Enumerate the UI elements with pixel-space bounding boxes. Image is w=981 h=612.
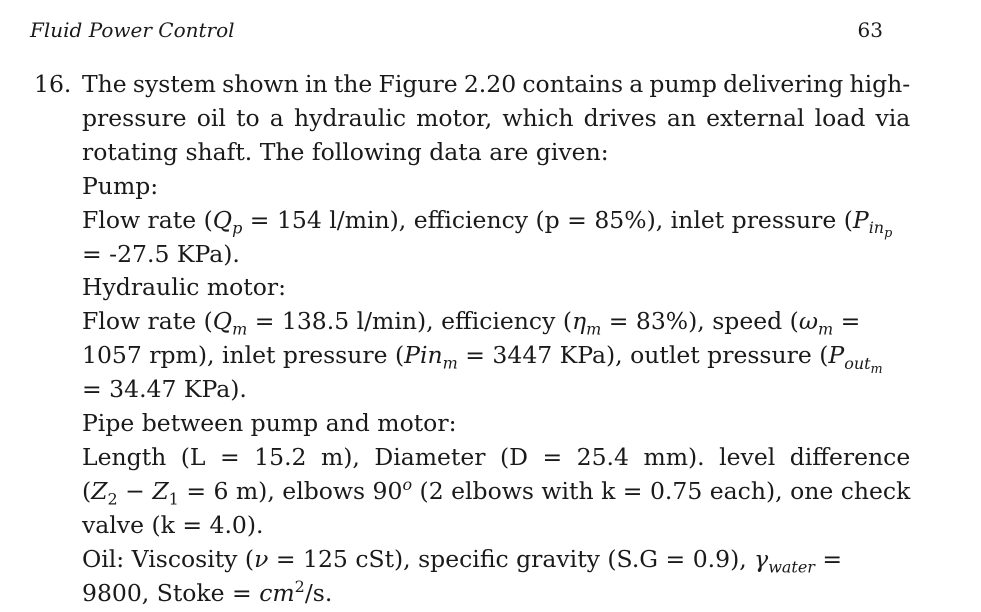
math-subscript: m xyxy=(818,320,834,340)
pipe-line-2 xyxy=(82,475,910,509)
math-subscript: m xyxy=(232,320,248,340)
math-symbol: Q xyxy=(212,205,233,234)
pipe-line-3: valve (k = 4.0). xyxy=(82,510,264,539)
text-run: Oil: Viscosity ( xyxy=(82,544,255,573)
word: external xyxy=(706,103,805,132)
word: 2.20 xyxy=(463,70,517,98)
math-superscript: o xyxy=(402,475,413,495)
word: level xyxy=(719,442,776,471)
math-sub-subscript: p xyxy=(884,226,893,242)
word: = xyxy=(220,442,240,471)
text-run: 9800, Stoke = xyxy=(82,578,260,607)
math-subscript-text: out xyxy=(844,353,871,373)
math-symbol: η xyxy=(572,307,587,336)
text-run: (2 elbows with k = 0.75 each), one check xyxy=(412,476,911,505)
word: motor, xyxy=(416,103,493,132)
pump-line-2: = -27.5 KPa). xyxy=(82,239,240,268)
text-run: Flow rate ( xyxy=(82,205,213,234)
word: shown xyxy=(222,70,299,98)
word: the xyxy=(333,70,373,98)
word: 25.4 xyxy=(576,442,629,471)
text-run: = 138.5 l/min), efficiency ( xyxy=(247,307,573,336)
word: m), xyxy=(320,442,360,471)
problem-number: 16. xyxy=(34,70,72,98)
math-symbol: ω xyxy=(798,307,819,336)
text-run: = 154 l/min), efficiency (p = 85%), inlet pressure ( xyxy=(242,205,853,234)
text-run: = 125 cSt), specific gravity (S.G = 0.9), xyxy=(268,544,755,573)
math-symbol: Z xyxy=(91,476,108,505)
word: hydraulic xyxy=(293,103,406,132)
motor-line-3: = 34.47 KPa). xyxy=(82,375,247,404)
math-symbol: cm xyxy=(259,578,295,607)
math-subscript: m xyxy=(586,320,602,340)
text-run: = 6 m), elbows 90 xyxy=(178,476,403,505)
text-run: = 3447 KPa), outlet pressure ( xyxy=(457,341,829,370)
text-run: /s. xyxy=(304,578,333,607)
text-run: = xyxy=(833,307,861,336)
math-subscript-text: in xyxy=(868,218,885,238)
math-subscript: 1 xyxy=(168,489,179,509)
text-run: = 83%), speed ( xyxy=(601,307,799,336)
math-subscript: 2 xyxy=(107,489,118,509)
word: delivering xyxy=(723,70,844,98)
page-number: 63 xyxy=(857,18,883,42)
pump-heading: Pump: xyxy=(82,171,159,200)
word: (L xyxy=(180,442,206,471)
motor-heading: Hydraulic motor: xyxy=(82,273,287,302)
text-run: 1057 rpm), inlet pressure ( xyxy=(82,341,405,370)
word: an xyxy=(666,103,696,132)
word: a xyxy=(269,103,284,132)
word: Length xyxy=(82,442,167,471)
math-symbol: ν xyxy=(254,544,269,573)
motor-line-2 xyxy=(82,339,910,378)
math-text: in xyxy=(419,341,443,370)
word: pump xyxy=(649,70,717,98)
math-subscript: water xyxy=(768,557,815,577)
word: The xyxy=(82,70,127,98)
math-sub-subscript: m xyxy=(870,362,883,378)
intro-line-1 xyxy=(82,68,910,102)
pipe-line-1 xyxy=(82,441,910,475)
math-subscript: m xyxy=(442,353,458,373)
word: contains xyxy=(522,70,623,98)
word: via xyxy=(875,103,911,132)
motor-line-1 xyxy=(82,305,910,339)
word: a xyxy=(629,70,644,98)
word: = xyxy=(542,442,563,471)
math-symbol: P xyxy=(852,205,869,234)
word: to xyxy=(236,103,260,132)
math-symbol: γ xyxy=(754,544,769,573)
text-run: = xyxy=(814,544,843,573)
math-subscript xyxy=(844,353,883,378)
math-subscript: p xyxy=(232,218,243,238)
math-symbol: P xyxy=(828,341,845,370)
text-run: − xyxy=(117,476,153,505)
word: load xyxy=(814,103,866,132)
word: system xyxy=(132,70,216,98)
word: high- xyxy=(849,70,911,98)
word: mm). xyxy=(643,442,705,471)
running-head: Fluid Power Control xyxy=(30,18,235,42)
word: pressure xyxy=(82,103,187,132)
word: which xyxy=(502,103,574,132)
oil-line-1 xyxy=(82,543,910,577)
intro-line-3: rotating shaft. The following data are given: xyxy=(82,137,609,166)
word: Diameter xyxy=(374,442,486,471)
word: oil xyxy=(196,103,226,132)
math-subscript xyxy=(868,218,893,242)
math-symbol: Z xyxy=(152,476,169,505)
word: (D xyxy=(499,442,528,471)
word: difference xyxy=(789,442,911,471)
intro-line-2 xyxy=(82,102,910,136)
oil-line-2 xyxy=(82,577,910,611)
math-symbol: P xyxy=(404,341,420,370)
problem-16 xyxy=(34,68,911,611)
problem-row xyxy=(34,68,911,611)
problem-body xyxy=(82,68,910,611)
word: 15.2 xyxy=(254,442,307,471)
math-superscript: 2 xyxy=(294,576,305,596)
text-run: Flow rate ( xyxy=(82,307,213,336)
text-run: ( xyxy=(82,476,92,505)
math-symbol: Q xyxy=(212,307,233,336)
word: drives xyxy=(583,103,657,132)
pipe-heading: Pipe between pump and motor: xyxy=(82,409,457,438)
word: Figure xyxy=(378,70,458,98)
pump-line-1 xyxy=(82,204,910,242)
word: in xyxy=(304,70,328,98)
page-header xyxy=(30,16,883,44)
